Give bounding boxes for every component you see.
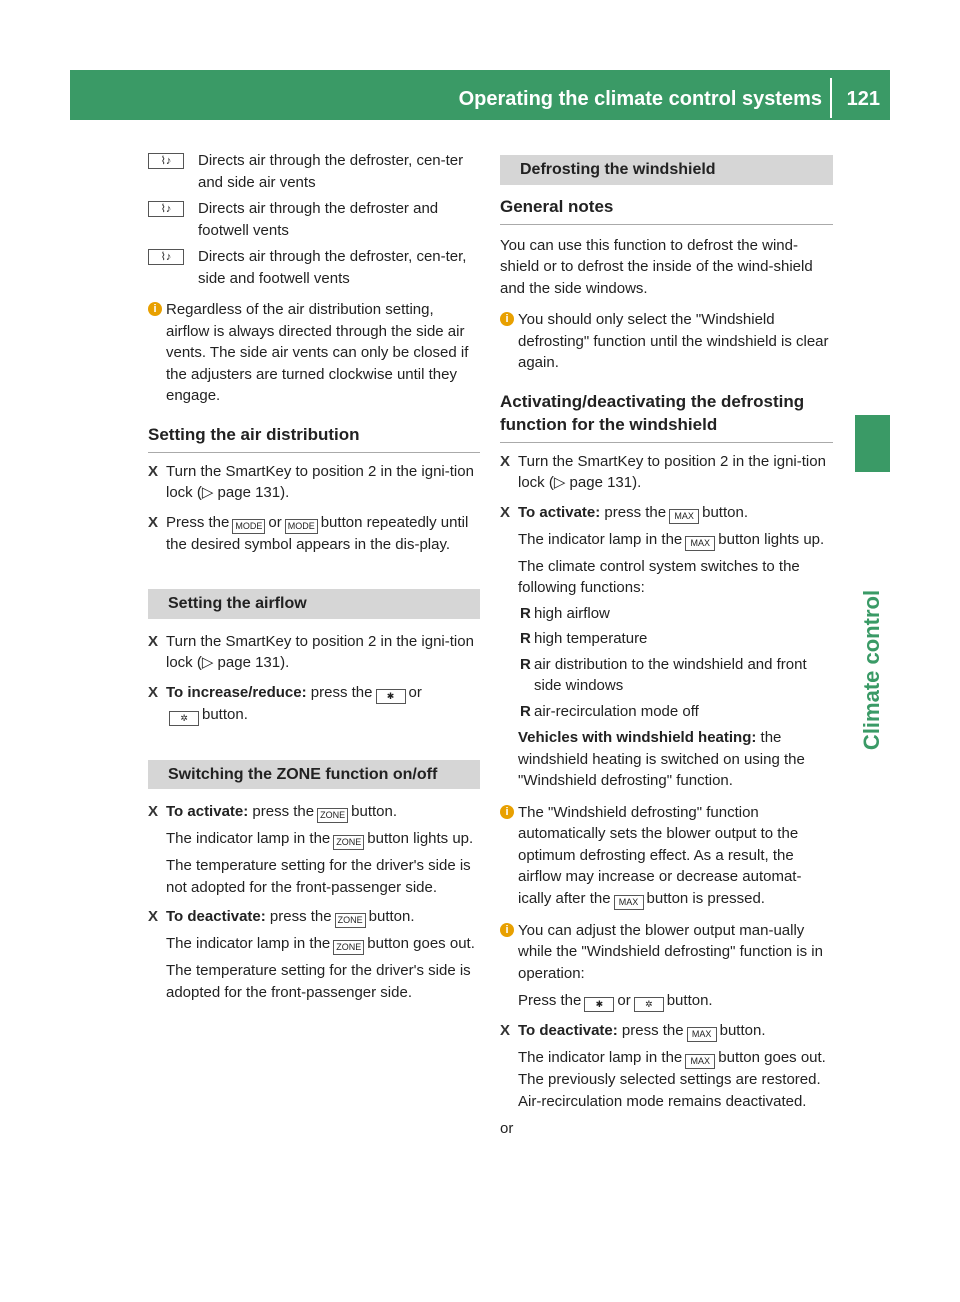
side-tab-label: Climate control [859, 589, 884, 751]
list-item: R air distribution to the windshield and front side windows [520, 655, 807, 694]
zone-key-icon: ZONE [335, 913, 366, 928]
section-bar: Defrosting the windshield [500, 155, 833, 185]
defrost-max-key-icon: MAX [685, 1054, 715, 1069]
instruction-step: X To deactivate: press the MAX button. The indicator lamp in the MAX button goes out. The previously selected settings are restored. Air-recirculation mode remains deactivated. [500, 1022, 826, 1110]
page-header [70, 70, 890, 120]
defrost-center-side-icon: ⌇♪ [148, 153, 184, 169]
info-note: i Regardless of the air distribution setting, airflow is always directed through the side air vents. The side air vents can only be closed if the adjusters are turned clockwise until they engage. [148, 299, 480, 407]
zone-key-icon: ZONE [333, 940, 364, 955]
step-arrow-icon: X [148, 462, 159, 480]
step-arrow-icon: X [148, 683, 159, 701]
instruction-step: X Press the MODE or MODE button repeatedly until the desired symbol appears in the dis-play. [148, 513, 469, 553]
info-icon: i [500, 312, 514, 326]
info-icon: i [500, 923, 514, 937]
instruction-step: X Turn the SmartKey to position 2 in the igni-tion lock (▷ page 131). [148, 632, 474, 671]
header-title: Operating the climate control systems [458, 88, 822, 110]
instruction-step: X To increase/reduce: press the ✱ or ✲ button. [148, 682, 480, 726]
defrost-center-side-footwell-icon: ⌇♪ [148, 249, 184, 265]
defrost-max-key-icon: MAX [685, 536, 715, 551]
defrost-max-key-icon: MAX [669, 509, 699, 524]
step-arrow-icon: X [148, 513, 159, 531]
list-item: R high airflow [520, 604, 610, 622]
defrost-max-key-icon: MAX [614, 895, 644, 910]
defrost-footwell-icon: ⌇♪ [148, 201, 184, 217]
info-icon: i [148, 302, 162, 316]
section-heading: Setting the air distribution [148, 423, 480, 453]
step-arrow-icon: X [148, 908, 159, 925]
step-arrow-icon: X [500, 452, 511, 470]
step-arrow-icon: X [148, 803, 159, 820]
side-tab [855, 415, 890, 472]
page-number: 121 [846, 88, 880, 110]
symbol-row: ⌇♪ Directs air through the defroster, cen-ter and side air vents [148, 150, 480, 193]
step-arrow-icon: X [148, 632, 159, 650]
fan-decrease-key-icon: ✲ [634, 997, 664, 1012]
list-item: R high temperature [520, 630, 648, 647]
zone-key-icon: ZONE [317, 808, 348, 823]
header-divider [830, 78, 832, 118]
info-note: i The "Windshield defrosting" function automatically sets the blower output to the optimum defrosting effect. As a result, the airflow may increase or decrease automat-ically after the MAX button is pressed. [500, 802, 833, 910]
zone-key-icon: ZONE [333, 835, 364, 850]
instruction-step: X Turn the SmartKey to position 2 in the igni-tion lock (▷ page 131). [500, 452, 826, 491]
fan-increase-key-icon: ✱ [376, 689, 406, 704]
instruction-step: X To activate: press the ZONE button. The indicator lamp in the ZONE button lights up. The temperature setting for the driver's side is not adopted for the front-passenger side. [148, 803, 474, 896]
instruction-step: X To activate: press the MAX button. The indicator lamp in the MAX button lights up. The climate control system switches to the following functions: R high airflow R high temperature R air distribution to the windshield and front side windows R air-recirculation mode off Vehicles with windshield heating: the windshield heating is switched on using the "Windshield defrosting" function. [500, 502, 833, 792]
list-item: R air-recirculation mode off [520, 702, 699, 720]
step-arrow-icon: X [500, 1022, 511, 1039]
right-column: Defrosting the windshield General notes You can use this function to defrost the wind-shield or to defrost the inside of the wind-shield and the side windows. i You should only select the "Windshield defrosting" function until the windshield is clear again. Activating/deactivating the defrosting function for the windshield X Turn the SmartKey to position 2 in the igni-tion lock (▷ page 131). X To activate: press the MAX button. The indicator lamp in the MAX button lights up. The climate control system switches to the following functions: R high airflow R high temperature R air distribution to the windshield and front side windows R air-recirculation mode off Vehicles with windshield heating: the windshield heating is switched on using the "Windshield defrosting" function. i The "Windshield defrosting" function automatically sets the blower output to the optimum defrosting effect. As a result, the airflow may increase or decrease automat-ically after the MAX button is pressed. i You can adjust the blower output man-ually while the "Windshield defrosting" function is in operation: Press the ✱ or ✲ button. X To deactivate: press the MAX button. The indicator lamp in the MAX button goes out. The previously selected settings are restored. Air-recirculation mode remains deactivated. or [500, 155, 833, 1140]
symbol-row: ⌇♪ Directs air through the defroster, cen-ter, side and footwell vents [148, 246, 480, 289]
mode-up-key-icon: MODE [232, 519, 265, 534]
instruction-step: X Turn the SmartKey to position 2 in the igni-tion lock (▷ page 131). [148, 462, 474, 501]
info-note: i You should only select the "Windshield defrosting" function until the windshield is clear again. [500, 309, 833, 374]
mode-down-key-icon: MODE [285, 519, 318, 534]
fan-increase-key-icon: ✱ [584, 997, 614, 1012]
info-icon: i [500, 805, 514, 819]
info-note: i You can adjust the blower output man-ually while the "Windshield defrosting" function is in operation: Press the ✱ or ✲ button. [500, 920, 833, 1013]
section-heading: Activating/deactivating the defrosting function for the windshield [500, 390, 833, 443]
left-column [148, 150, 480, 1003]
defrost-max-key-icon: MAX [687, 1027, 717, 1042]
section-heading: General notes [500, 195, 833, 225]
fan-decrease-key-icon: ✲ [169, 711, 199, 726]
section-bar: Switching the ZONE function on/off [148, 760, 480, 790]
instruction-step: X To deactivate: press the ZONE button. The indicator lamp in the ZONE button goes out. The temperature setting for the driver's side is adopted for the front-passenger side. [148, 908, 475, 1001]
symbol-row: ⌇♪ Directs air through the defroster and footwell vents [148, 198, 480, 241]
section-bar: Setting the airflow [148, 589, 480, 619]
step-arrow-icon: X [500, 503, 511, 521]
